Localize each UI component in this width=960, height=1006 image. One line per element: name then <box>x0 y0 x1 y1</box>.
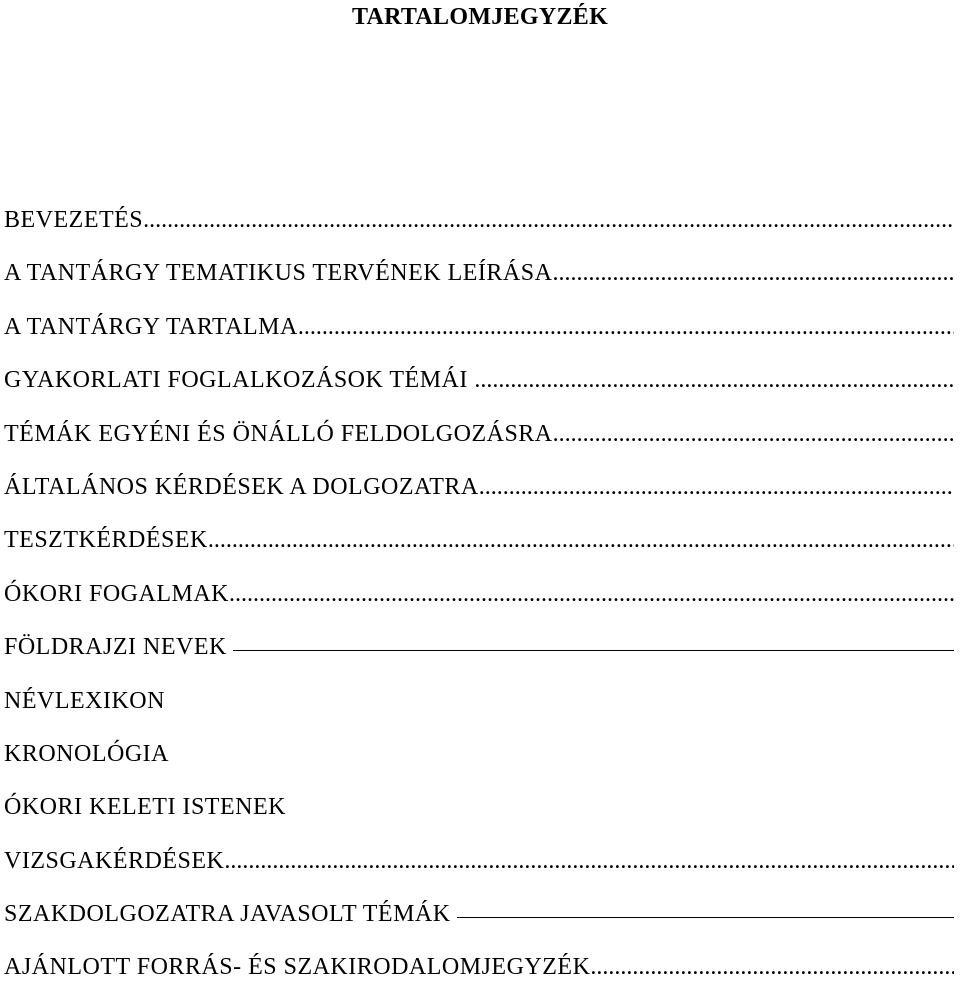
toc-entry-nevlexikon <box>4 686 954 739</box>
toc-entry-foldrajzi-nevek <box>4 632 954 685</box>
toc-entry-label: A TANTÁRGY TEMATIKUS TERVÉNEK LEÍRÁSA <box>4 260 553 287</box>
toc-entry-label: AJÁNLOTT FORRÁS- ÉS SZAKIRODALOMJEGYZÉK <box>4 954 591 981</box>
toc-entry-egyeni-feldolgozas <box>4 419 954 472</box>
toc-line-leader <box>457 899 954 918</box>
toc-entry-label: SZAKDOLGOZATRA JAVASOLT TÉMÁK <box>4 901 451 928</box>
toc-entry-label: NÉVLEXIKON <box>4 687 165 714</box>
toc-dot-leader <box>208 525 954 555</box>
toc-line-leader <box>233 632 954 651</box>
table-of-contents <box>4 205 954 1006</box>
toc-dot-leader <box>552 258 954 288</box>
toc-dot-leader <box>590 952 954 982</box>
toc-entry-bevezetes <box>4 205 954 258</box>
toc-dot-leader <box>474 365 954 395</box>
toc-entry-gyakorlati-temak <box>4 365 954 418</box>
toc-entry-okori-fogalmak <box>4 579 954 632</box>
toc-dot-leader <box>298 312 954 342</box>
toc-entry-label: ÓKORI KELETI ISTENEK <box>4 794 286 821</box>
toc-entry-label: KRONOLÓGIA <box>4 740 169 767</box>
toc-entry-label: VIZSGAKÉRDÉSEK <box>4 847 225 874</box>
toc-entry-label: TÉMÁK EGYÉNI ÉS ÖNÁLLÓ FELDOLGOZÁSRA <box>4 420 553 447</box>
toc-entry-tesztkerdesek <box>4 525 954 578</box>
toc-entry-label: FÖLDRAJZI NEVEK <box>4 634 227 661</box>
toc-dot-leader <box>143 205 954 235</box>
toc-entry-label: BEVEZETÉS <box>4 207 144 233</box>
toc-dot-leader <box>479 472 954 502</box>
toc-entry-szakdolgozat-temak <box>4 899 954 952</box>
toc-entry-altalanos-kerdesek <box>4 472 954 525</box>
toc-entry-kronologia <box>4 739 954 792</box>
page-title: TARTALOMJEGYZÉK <box>351 4 609 30</box>
toc-entry-label: GYAKORLATI FOGLALKOZÁSOK TÉMÁI <box>4 367 475 394</box>
toc-entry-label: ÓKORI FOGALMAK <box>4 580 230 607</box>
toc-entry-ajanlott-irodalom <box>4 952 954 1005</box>
toc-entry-label: ÁLTALÁNOS KÉRDÉSEK A DOLGOZATRA <box>4 473 479 500</box>
toc-dot-leader <box>224 846 954 876</box>
toc-entry-keleti-istenek <box>4 792 954 845</box>
toc-entry-vizsgakerdesek <box>4 846 954 899</box>
toc-entry-tematikus-terv <box>4 258 954 311</box>
toc-entry-tantargy-tartalma <box>4 312 954 365</box>
toc-entry-label: A TANTÁRGY TARTALMA <box>4 313 298 340</box>
toc-dot-leader <box>229 579 954 609</box>
toc-dot-leader <box>553 419 954 449</box>
toc-entry-label: TESZTKÉRDÉSEK <box>4 527 208 554</box>
